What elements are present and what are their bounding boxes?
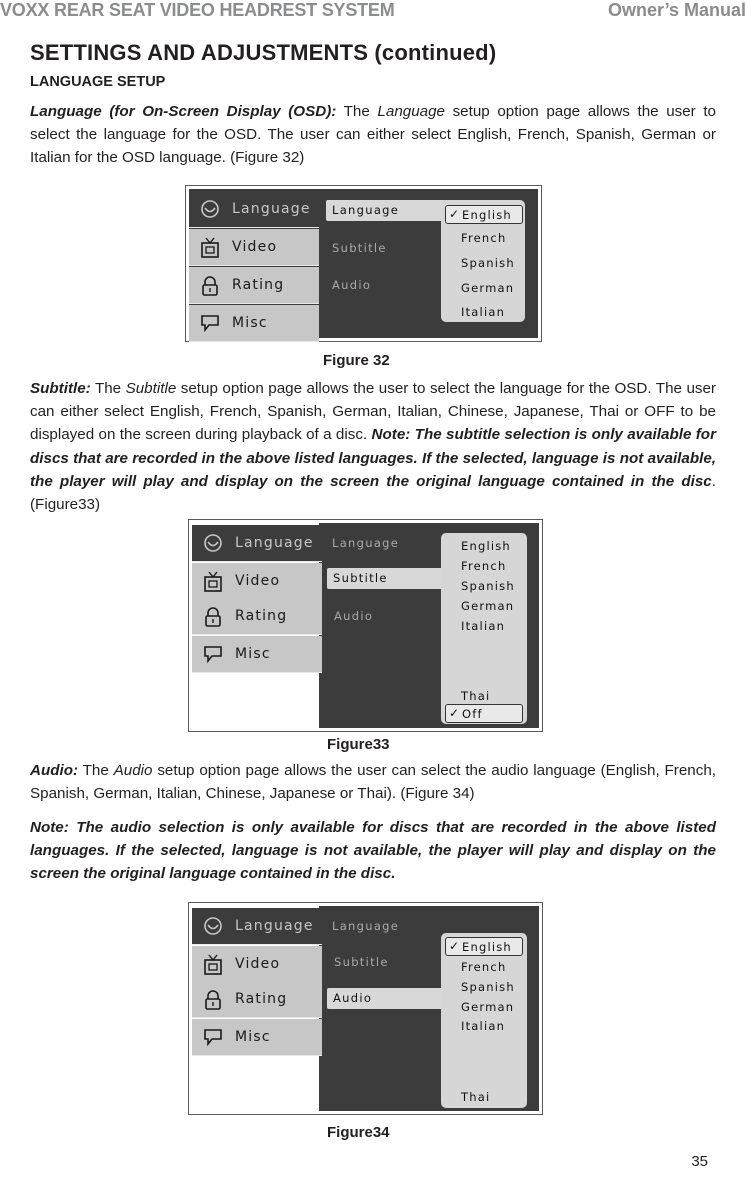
lock-icon — [202, 606, 224, 628]
osd-dropdown-selected — [445, 205, 523, 224]
osd-option: English — [461, 539, 511, 553]
audio-note: Note: The audio selection is only available for discs that are recorded in the above listed languages. If the selected, language is not available, the player will play and display on the screen the original language contained in the disc. — [30, 819, 716, 883]
audio-pre: The — [78, 762, 114, 779]
tv-icon — [199, 237, 221, 259]
osd-side-video-label: Video — [235, 573, 281, 589]
osd-option: Italian — [461, 619, 506, 633]
osd-mid-subtitle: Subtitle — [332, 241, 387, 255]
osd-option: German — [461, 1000, 515, 1014]
figure-32-osd — [185, 185, 542, 342]
osd-side-video — [189, 229, 319, 266]
osd-side-video — [192, 946, 322, 983]
osd-option: Spanish — [461, 980, 515, 994]
speech-bubble-icon — [199, 313, 221, 333]
audio-paragraph — [30, 759, 716, 805]
osd-side-rating — [192, 598, 322, 635]
osd-mid-language: Language — [332, 536, 400, 550]
osd-option: Thai — [461, 689, 491, 703]
figure-32-caption: Figure 32 — [323, 352, 390, 369]
audio-term: Audio: — [30, 762, 79, 779]
osd-side-language-label: Language — [235, 918, 314, 934]
subsection-title: LANGUAGE SETUP — [30, 74, 166, 90]
section-title: SETTINGS AND ADJUSTMENTS (continued) — [30, 40, 497, 65]
figure-34-osd — [188, 902, 543, 1115]
subtitle-term-italic: Subtitle — [125, 380, 177, 397]
speech-bubble-icon — [202, 644, 224, 664]
osd-side-rating — [189, 267, 319, 304]
osd-side-rating — [192, 981, 322, 1018]
language-term: Language (for On-Screen Display (OSD): — [30, 103, 337, 120]
check-icon: ✓ — [449, 706, 460, 720]
osd-option: French — [461, 559, 507, 573]
language-icon — [199, 199, 221, 219]
language-pre: The — [336, 103, 378, 120]
osd-option: German — [461, 281, 515, 295]
audio-note-paragraph — [30, 816, 716, 886]
language-body: setup option page allows the user to select the language for the OSD. The user can either select English, French, Spanish, German or Italian for the OSD language. (Figure 32) — [30, 103, 716, 167]
figure-33-osd — [188, 519, 543, 732]
osd-side-video — [192, 563, 322, 600]
tv-icon — [202, 954, 224, 976]
osd-selected-label: Off — [462, 707, 483, 721]
osd-option: German — [461, 599, 515, 613]
osd-side-rating-label: Rating — [235, 608, 288, 624]
osd-mid-audio: Audio — [334, 609, 374, 623]
osd-option: Spanish — [461, 256, 515, 270]
osd-side-language-label: Language — [235, 535, 314, 551]
lock-icon — [202, 989, 224, 1011]
osd-dropdown-selected — [445, 937, 523, 956]
osd-selected-label: English — [462, 208, 512, 222]
osd-mid-audio: Audio — [333, 991, 373, 1005]
tv-icon — [202, 571, 224, 593]
header-product-title: VOXX REAR SEAT VIDEO HEADREST SYSTEM — [0, 0, 395, 20]
osd-dropdown — [441, 200, 525, 322]
speech-bubble-icon — [202, 1027, 224, 1047]
osd-side-language — [192, 525, 322, 562]
osd-mid-language: Language — [332, 203, 400, 217]
subtitle-note: Note: The subtitle selection is only available for discs that are recorded in the above listed languages. If the selected, language is not available, the player will play and display on the screen the original language contained in the disc — [30, 426, 716, 490]
osd-side-misc — [192, 636, 322, 673]
language-term-italic: Language — [377, 103, 445, 120]
check-icon: ✓ — [449, 939, 460, 953]
osd-side-video-label: Video — [232, 239, 278, 255]
osd-dropdown — [441, 533, 527, 724]
osd-side-misc-label: Misc — [232, 315, 268, 331]
osd-mid-subtitle: Subtitle — [333, 571, 388, 585]
osd-side-rating-label: Rating — [235, 991, 288, 1007]
language-icon — [202, 533, 224, 553]
page-header — [0, 0, 746, 22]
osd-mid-subtitle-highlight — [327, 568, 445, 589]
audio-term-italic: Audio — [113, 762, 153, 779]
osd-side-misc — [192, 1019, 322, 1056]
osd-side-misc — [189, 305, 319, 342]
osd-mid-audio: Audio — [332, 278, 372, 292]
osd-side-language — [192, 908, 322, 945]
osd-side-misc-label: Misc — [235, 646, 271, 662]
osd-dropdown-selected — [445, 704, 523, 723]
osd-selected-label: English — [462, 940, 512, 954]
osd-mid-language-highlight — [326, 200, 446, 221]
osd-side-video-label: Video — [235, 956, 281, 972]
lock-icon — [199, 275, 221, 297]
language-icon — [202, 916, 224, 936]
osd-dropdown — [441, 933, 527, 1108]
osd-option: French — [461, 960, 507, 974]
osd-side-rating-label: Rating — [232, 277, 285, 293]
header-manual-label: Owner’s Manual — [607, 0, 746, 20]
osd-mid-audio-highlight — [327, 988, 445, 1009]
check-icon: ✓ — [449, 207, 460, 221]
figure-34-caption: Figure34 — [327, 1124, 390, 1141]
osd-mid-subtitle: Subtitle — [334, 955, 389, 969]
subtitle-post: . (Figure33) — [30, 472, 716, 514]
audio-body: setup option page allows the user can select the audio language (English, French, Spanish, German, Italian, Chinese, Japanese or Thai). (Figure 34) — [30, 762, 716, 803]
osd-side-misc-label: Misc — [235, 1029, 271, 1045]
subtitle-paragraph — [30, 377, 716, 516]
osd-option: Spanish — [461, 579, 515, 593]
osd-option: Italian — [461, 305, 506, 319]
osd-option: Italian — [461, 1019, 506, 1033]
osd-mid-language: Language — [332, 919, 400, 933]
osd-screen — [189, 189, 538, 338]
osd-option: French — [461, 231, 507, 245]
page-number: 35 — [691, 1153, 708, 1170]
osd-side-language-label: Language — [232, 201, 311, 217]
language-paragraph — [30, 100, 716, 170]
subtitle-body: setup option page allows the user to select the language for the OSD. The user can either select English, French, Spanish, German, Italian, Chinese, Japanese, Thai or OFF to be displayed on the screen during playback of a disc. — [30, 380, 716, 444]
osd-option: Thai — [461, 1090, 491, 1104]
subtitle-term: Subtitle: — [30, 380, 91, 397]
figure-33-caption: Figure33 — [327, 736, 390, 753]
osd-side-language — [189, 191, 319, 228]
subtitle-pre: The — [90, 380, 126, 397]
